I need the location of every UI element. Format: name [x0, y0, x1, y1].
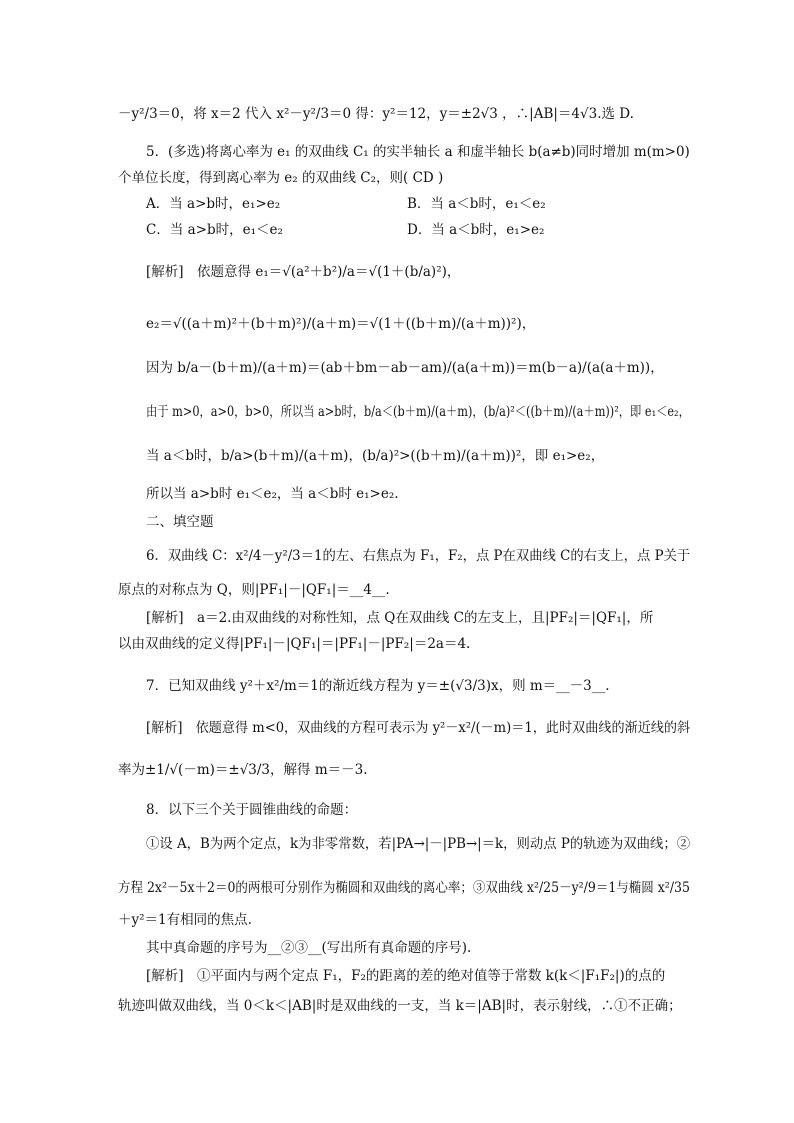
solution-6-line-1: [解析] a＝2.由双曲线的对称性知，点 Q在双曲线 C的左支上，且|PF₂|＝|QF₁|，所 — [146, 610, 654, 626]
solution-7-line-1: [解析] 依题意得 m<0，双曲线的方程可表示为 y²－x²/(－m)＝1，此时双曲线的渐近线的斜 — [146, 720, 691, 736]
question-5-line-1: 5．(多选)将离心率为 e₁ 的双曲线 C₁ 的实半轴长 a 和虚半轴长 b(a≠b)同时增加 m(m>0) — [146, 144, 690, 160]
question-7: 7．已知双曲线 y²＋x²/m＝1的渐近线方程为 y＝±(√3/3)x，则 m＝__－3__. — [146, 678, 610, 694]
option-a: A．当 a>b时，e₁>e₂ — [146, 196, 281, 212]
solution-8-line-2: 轨迹叫做双曲线，当 0＜k＜|AB|时是双曲线的一支，当 k＝|AB|时，表示射线，∴①不正确； — [118, 998, 682, 1014]
question-6-line-2: 原点的对称点为 Q，则|PF₁|－|QF₁|＝__4__. — [118, 582, 390, 598]
solution-5-line-3: 因为 b/a－(b＋m)/(a＋m)＝(ab＋bm－ab－am)/(a(a＋m))＝m(b－a)/(a(a＋m))， — [146, 360, 664, 376]
solution-5-line-2: e₂＝√((a＋m)²＋(b＋m)²)/(a＋m)＝√(1＋((b＋m)/(a＋m))²)， — [146, 316, 536, 332]
question-5-line-2: 个单位长度，得到离心率为 e₂ 的双曲线 C₂，则( CD ) — [118, 170, 444, 186]
option-c: C．当 a>b时，e₁＜e₂ — [146, 222, 283, 238]
solution-6-line-2: 以由双曲线的定义得|PF₁|－|QF₁|＝|PF₁|－|PF₂|＝2a＝4. — [118, 636, 471, 652]
option-d: D．当 a＜b时，e₁>e₂ — [407, 222, 545, 238]
line-top-continuation: －y²/3＝0，将 x＝2 代入 x²－y²/3＝0 得：y²＝12，y＝±2√3 ，∴|AB|＝4√3.选 D. — [118, 106, 634, 122]
solution-7-line-2: 率为±1/√(－m)＝±√3/3，解得 m＝－3. — [118, 762, 368, 778]
option-b: B．当 a＜b时，e₁＜e₂ — [407, 196, 546, 212]
section-heading-fill-in: 二、填空题 — [146, 514, 214, 530]
solution-8-line-1: [解析] ①平面内与两个定点 F₁，F₂的距离的差的绝对值等于常数 k(k＜|F₁F₂|)的点的 — [146, 968, 666, 984]
solution-5-line-6: 所以当 a>b时 e₁＜e₂，当 a＜b时 e₁>e₂. — [146, 486, 399, 502]
question-6-line-1: 6．双曲线 C：x²/4－y²/3＝1的左、右焦点为 F₁，F₂，点 P在双曲线 C的右支上，点 P关于 — [146, 548, 691, 564]
question-8-answer: 其中真命题的序号为__②③__(写出所有真命题的序号). — [146, 940, 472, 956]
question-8-statement-1: ①设 A，B为两个定点，k为非零常数，若|PA→|－|PB→|＝k，则动点 P的轨迹为双曲线；② — [146, 836, 691, 852]
solution-5-line-4: 由于 m>0，a>0，b>0，所以当 a>b时，b/a＜(b＋m)/(a＋m)，(b/a)²＜((b＋m)/(a＋m))²，即 e₁＜e₂， — [146, 404, 690, 420]
question-8-statement-2: 方程 2x²－5x＋2＝0的两根可分别作为椭圆和双曲线的离心率；③双曲线 x²/25－y²/9＝1与椭圆 x²/35 — [118, 880, 690, 896]
solution-5-line-5: 当 a＜b时，b/a>(b＋m)/(a＋m)，(b/a)²>((b＋m)/(a＋m))²，即 e₁>e₂， — [146, 448, 605, 464]
question-8-statement-3: ＋y²＝1有相同的焦点. — [118, 912, 252, 928]
solution-5-line-1: [解析] 依题意得 e₁＝√(a²＋b²)/a＝√(1＋(b/a)²)， — [146, 264, 461, 280]
question-8-intro: 8．以下三个关于圆锥曲线的命题： — [146, 802, 358, 818]
